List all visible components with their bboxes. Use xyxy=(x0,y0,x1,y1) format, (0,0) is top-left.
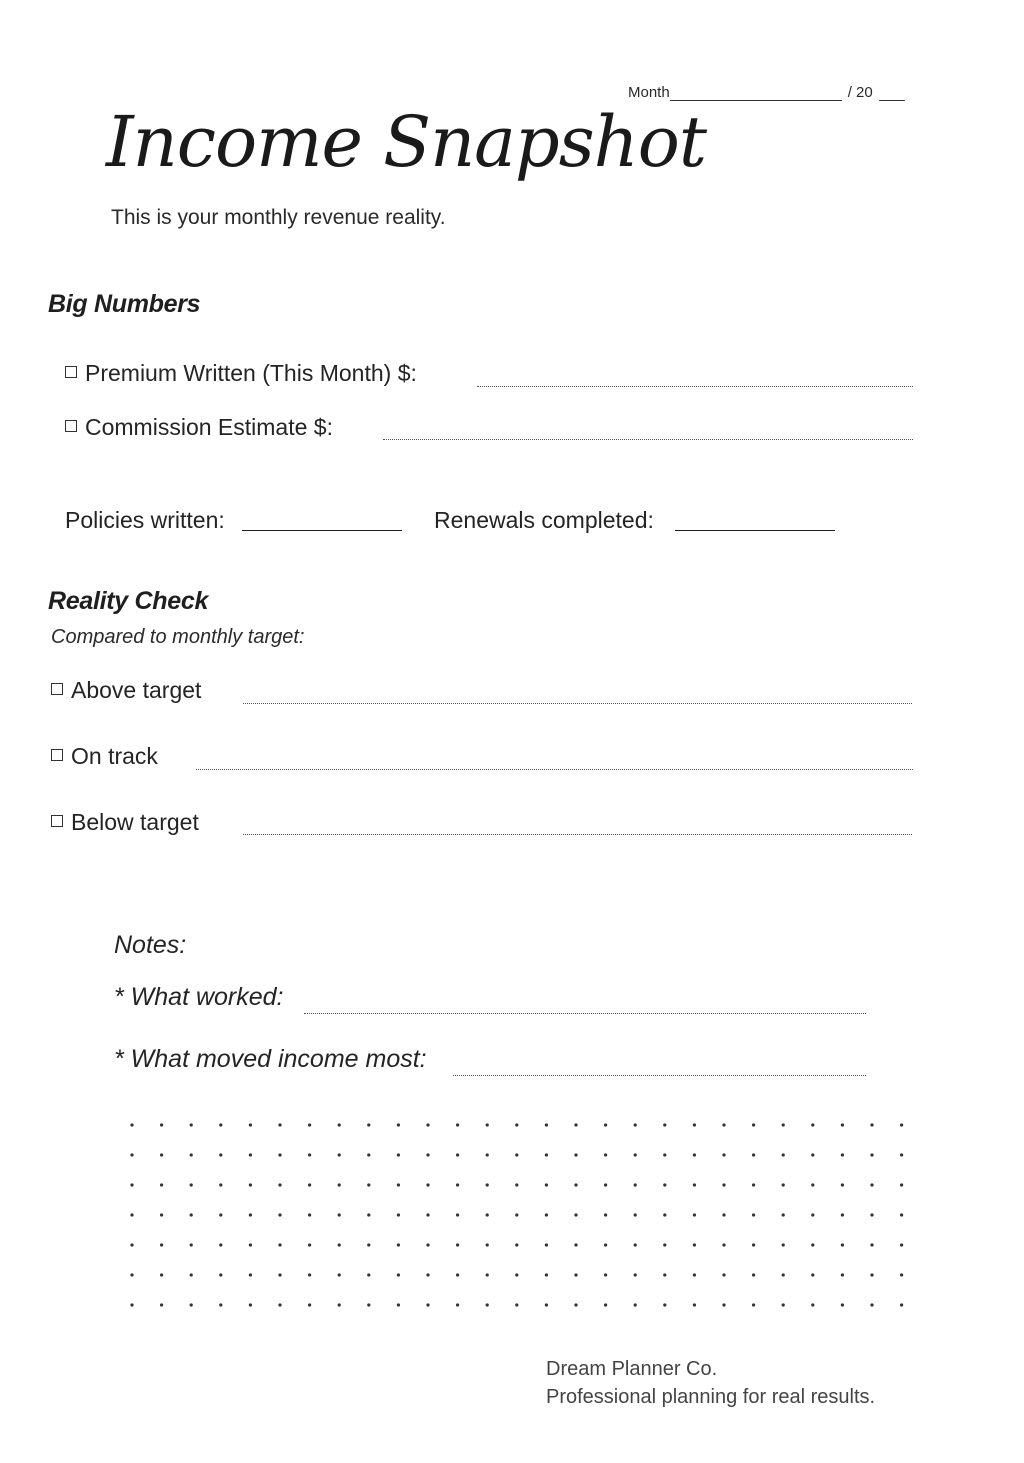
commission-line[interactable] xyxy=(383,439,913,440)
grid-dot xyxy=(456,1243,459,1246)
premium-written-row xyxy=(65,360,417,387)
grid-dot xyxy=(693,1153,696,1156)
grid-dot xyxy=(308,1153,311,1156)
grid-dot xyxy=(574,1213,577,1216)
grid-dot xyxy=(397,1123,400,1126)
grid-dot xyxy=(841,1183,844,1186)
grid-dot xyxy=(663,1273,666,1276)
on-track-label: On track xyxy=(71,743,158,769)
grid-dot xyxy=(397,1303,400,1306)
commission-label: Commission Estimate $: xyxy=(85,414,333,440)
grid-dot xyxy=(190,1183,193,1186)
grid-dot xyxy=(515,1303,518,1306)
grid-dot xyxy=(870,1153,873,1156)
grid-dot xyxy=(693,1123,696,1126)
grid-dot xyxy=(663,1243,666,1246)
grid-dot xyxy=(604,1183,607,1186)
grid-dot xyxy=(722,1273,725,1276)
grid-dot xyxy=(486,1183,489,1186)
grid-dot xyxy=(338,1243,341,1246)
grid-dot xyxy=(515,1123,518,1126)
grid-dot xyxy=(278,1213,281,1216)
grid-dot xyxy=(722,1213,725,1216)
grid-dot xyxy=(811,1273,814,1276)
grid-dot xyxy=(900,1153,903,1156)
grid-dot xyxy=(426,1243,429,1246)
grid-dot xyxy=(722,1123,725,1126)
grid-dot xyxy=(219,1303,222,1306)
grid-dot xyxy=(545,1183,548,1186)
grid-dot xyxy=(870,1123,873,1126)
grid-dot xyxy=(693,1213,696,1216)
year-label: / 20 xyxy=(847,84,873,101)
grid-dot xyxy=(486,1213,489,1216)
grid-dot xyxy=(515,1153,518,1156)
grid-dot xyxy=(338,1303,341,1306)
grid-dot xyxy=(190,1243,193,1246)
grid-dot xyxy=(693,1183,696,1186)
grid-dot xyxy=(249,1123,252,1126)
grid-dot xyxy=(130,1213,133,1216)
grid-dot xyxy=(219,1153,222,1156)
grid-dot xyxy=(811,1153,814,1156)
grid-dot xyxy=(545,1303,548,1306)
grid-dot xyxy=(130,1153,133,1156)
page-subtitle: This is your monthly revenue reality. xyxy=(111,206,446,229)
grid-dot xyxy=(752,1153,755,1156)
grid-dot xyxy=(190,1213,193,1216)
grid-dot xyxy=(249,1183,252,1186)
grid-dot xyxy=(456,1303,459,1306)
grid-dot xyxy=(456,1183,459,1186)
grid-dot xyxy=(604,1303,607,1306)
grid-dot xyxy=(811,1213,814,1216)
grid-dot xyxy=(574,1303,577,1306)
what-moved-line[interactable] xyxy=(453,1075,866,1076)
grid-dot xyxy=(574,1243,577,1246)
grid-dot xyxy=(604,1273,607,1276)
grid-dot xyxy=(249,1213,252,1216)
grid-dot xyxy=(693,1273,696,1276)
grid-dot xyxy=(722,1183,725,1186)
grid-dot xyxy=(574,1273,577,1276)
grid-dot xyxy=(278,1153,281,1156)
grid-dot xyxy=(722,1153,725,1156)
footer-brand: Dream Planner Co. xyxy=(546,1358,718,1380)
below-target-checkbox[interactable] xyxy=(51,815,63,827)
grid-dot xyxy=(634,1123,637,1126)
grid-dot xyxy=(634,1273,637,1276)
dot-grid[interactable] xyxy=(118,1110,918,1320)
grid-dot xyxy=(545,1243,548,1246)
grid-dot xyxy=(545,1213,548,1216)
grid-dot xyxy=(752,1183,755,1186)
grid-dot xyxy=(486,1303,489,1306)
grid-dot xyxy=(190,1123,193,1126)
grid-dot xyxy=(367,1183,370,1186)
on-track-line[interactable] xyxy=(196,769,913,770)
grid-dot xyxy=(515,1273,518,1276)
grid-dot xyxy=(367,1273,370,1276)
grid-dot xyxy=(841,1273,844,1276)
grid-dot xyxy=(722,1303,725,1306)
above-target-label: Above target xyxy=(71,677,202,703)
option-below-target xyxy=(51,809,199,836)
grid-dot xyxy=(782,1123,785,1126)
grid-dot xyxy=(308,1303,311,1306)
grid-dot xyxy=(634,1303,637,1306)
grid-dot xyxy=(693,1303,696,1306)
grid-dot xyxy=(249,1243,252,1246)
grid-dot xyxy=(278,1183,281,1186)
grid-dot xyxy=(811,1243,814,1246)
grid-dot xyxy=(752,1243,755,1246)
grid-dot xyxy=(574,1153,577,1156)
renewals-completed-label: Renewals completed: xyxy=(434,507,654,533)
grid-dot xyxy=(130,1303,133,1306)
grid-dot xyxy=(397,1183,400,1186)
grid-dot xyxy=(219,1213,222,1216)
grid-dot xyxy=(190,1153,193,1156)
grid-dot xyxy=(367,1243,370,1246)
on-track-checkbox[interactable] xyxy=(51,749,63,761)
grid-dot xyxy=(486,1153,489,1156)
grid-dot xyxy=(900,1213,903,1216)
grid-dot xyxy=(663,1183,666,1186)
grid-dot xyxy=(367,1303,370,1306)
grid-dot xyxy=(130,1243,133,1246)
grid-dot xyxy=(278,1123,281,1126)
premium-label: Premium Written (This Month) $: xyxy=(85,360,417,386)
grid-dot xyxy=(486,1243,489,1246)
grid-dot xyxy=(338,1123,341,1126)
grid-dot xyxy=(604,1153,607,1156)
option-above-target xyxy=(51,677,201,704)
grid-dot xyxy=(663,1153,666,1156)
grid-dot xyxy=(160,1213,163,1216)
grid-dot xyxy=(752,1123,755,1126)
grid-dot xyxy=(219,1273,222,1276)
grid-dot xyxy=(634,1213,637,1216)
grid-dot xyxy=(249,1273,252,1276)
page-title: Income Snapshot xyxy=(106,101,706,183)
footer-tagline: Professional planning for real results. xyxy=(546,1386,876,1408)
grid-dot xyxy=(338,1153,341,1156)
grid-dot xyxy=(219,1243,222,1246)
grid-dot xyxy=(367,1153,370,1156)
grid-dot xyxy=(870,1303,873,1306)
grid-dot xyxy=(456,1213,459,1216)
grid-dot xyxy=(456,1273,459,1276)
grid-dot xyxy=(515,1213,518,1216)
grid-dot xyxy=(870,1243,873,1246)
grid-dot xyxy=(160,1303,163,1306)
what-worked-label: * What worked: xyxy=(114,983,284,1011)
grid-dot xyxy=(456,1123,459,1126)
grid-dot xyxy=(397,1243,400,1246)
grid-dot xyxy=(160,1243,163,1246)
grid-dot xyxy=(338,1183,341,1186)
grid-dot xyxy=(249,1153,252,1156)
grid-dot xyxy=(486,1123,489,1126)
grid-dot xyxy=(160,1273,163,1276)
grid-dot xyxy=(397,1213,400,1216)
grid-dot xyxy=(190,1273,193,1276)
grid-dot xyxy=(130,1273,133,1276)
grid-dot xyxy=(870,1183,873,1186)
grid-dot xyxy=(130,1183,133,1186)
above-target-checkbox[interactable] xyxy=(51,683,63,695)
grid-dot xyxy=(870,1213,873,1216)
grid-dot xyxy=(900,1303,903,1306)
grid-dot xyxy=(900,1273,903,1276)
grid-dot xyxy=(574,1123,577,1126)
grid-dot xyxy=(219,1183,222,1186)
grid-dot xyxy=(634,1183,637,1186)
grid-dot xyxy=(900,1183,903,1186)
month-year-field xyxy=(628,84,905,101)
reality-check-prompt: Compared to monthly target: xyxy=(51,626,305,648)
premium-line[interactable] xyxy=(477,386,913,387)
option-on-track xyxy=(51,743,158,770)
grid-dot xyxy=(338,1213,341,1216)
grid-dot xyxy=(604,1123,607,1126)
grid-dot xyxy=(160,1153,163,1156)
commission-row xyxy=(65,414,333,441)
grid-dot xyxy=(841,1213,844,1216)
above-target-line[interactable] xyxy=(243,703,912,704)
grid-dot xyxy=(278,1303,281,1306)
grid-dot xyxy=(308,1243,311,1246)
what-worked-line[interactable] xyxy=(304,1013,866,1014)
grid-dot xyxy=(426,1273,429,1276)
grid-dot xyxy=(870,1273,873,1276)
grid-dot xyxy=(426,1153,429,1156)
grid-dot xyxy=(308,1123,311,1126)
grid-dot xyxy=(811,1183,814,1186)
grid-dot xyxy=(160,1183,163,1186)
grid-dot xyxy=(219,1123,222,1126)
grid-dot xyxy=(782,1243,785,1246)
grid-dot xyxy=(545,1273,548,1276)
grid-dot xyxy=(604,1243,607,1246)
grid-dot xyxy=(841,1243,844,1246)
grid-dot xyxy=(426,1213,429,1216)
grid-dot xyxy=(426,1123,429,1126)
grid-dot xyxy=(308,1183,311,1186)
grid-dot xyxy=(545,1123,548,1126)
grid-dot xyxy=(278,1243,281,1246)
grid-dot xyxy=(515,1183,518,1186)
grid-dot xyxy=(663,1303,666,1306)
premium-checkbox[interactable] xyxy=(65,366,77,378)
grid-dot xyxy=(752,1273,755,1276)
grid-dot xyxy=(900,1243,903,1246)
what-moved-label: * What moved income most: xyxy=(114,1045,427,1073)
grid-dot xyxy=(604,1213,607,1216)
grid-dot xyxy=(841,1153,844,1156)
month-label: Month xyxy=(628,84,670,101)
grid-dot xyxy=(426,1303,429,1306)
grid-dot xyxy=(634,1153,637,1156)
grid-dot xyxy=(752,1213,755,1216)
grid-dot xyxy=(426,1183,429,1186)
grid-dot xyxy=(634,1243,637,1246)
grid-dot xyxy=(663,1123,666,1126)
reality-check-heading: Reality Check xyxy=(48,587,209,615)
grid-dot xyxy=(782,1303,785,1306)
big-numbers-heading: Big Numbers xyxy=(48,290,201,318)
grid-dot xyxy=(782,1183,785,1186)
grid-dot xyxy=(574,1183,577,1186)
grid-dot xyxy=(900,1123,903,1126)
grid-dot xyxy=(722,1243,725,1246)
grid-dot xyxy=(841,1123,844,1126)
month-blank[interactable] xyxy=(670,86,842,101)
grid-dot xyxy=(811,1303,814,1306)
grid-dot xyxy=(456,1153,459,1156)
grid-dot xyxy=(515,1243,518,1246)
grid-dot xyxy=(367,1123,370,1126)
grid-dot xyxy=(249,1303,252,1306)
grid-dot xyxy=(308,1213,311,1216)
grid-dot xyxy=(338,1273,341,1276)
grid-dot xyxy=(545,1153,548,1156)
grid-dot xyxy=(190,1303,193,1306)
grid-dot xyxy=(160,1123,163,1126)
grid-dot xyxy=(367,1213,370,1216)
renewals-completed-line[interactable] xyxy=(675,530,835,531)
grid-dot xyxy=(693,1243,696,1246)
grid-dot xyxy=(782,1273,785,1276)
notes-heading: Notes: xyxy=(114,931,187,959)
year-blank[interactable] xyxy=(879,86,905,101)
grid-dot xyxy=(130,1123,133,1126)
grid-dot xyxy=(308,1273,311,1276)
below-target-label: Below target xyxy=(71,809,199,835)
grid-dot xyxy=(841,1303,844,1306)
commission-checkbox[interactable] xyxy=(65,420,77,432)
grid-dot xyxy=(811,1123,814,1126)
grid-dot xyxy=(278,1273,281,1276)
grid-dot xyxy=(397,1273,400,1276)
grid-dot xyxy=(782,1153,785,1156)
policies-written-line[interactable] xyxy=(242,530,402,531)
grid-dot xyxy=(663,1213,666,1216)
grid-dot xyxy=(782,1213,785,1216)
grid-dot xyxy=(397,1153,400,1156)
below-target-line[interactable] xyxy=(243,834,912,835)
grid-dot xyxy=(752,1303,755,1306)
grid-dot xyxy=(486,1273,489,1276)
policies-written-label: Policies written: xyxy=(65,507,225,533)
